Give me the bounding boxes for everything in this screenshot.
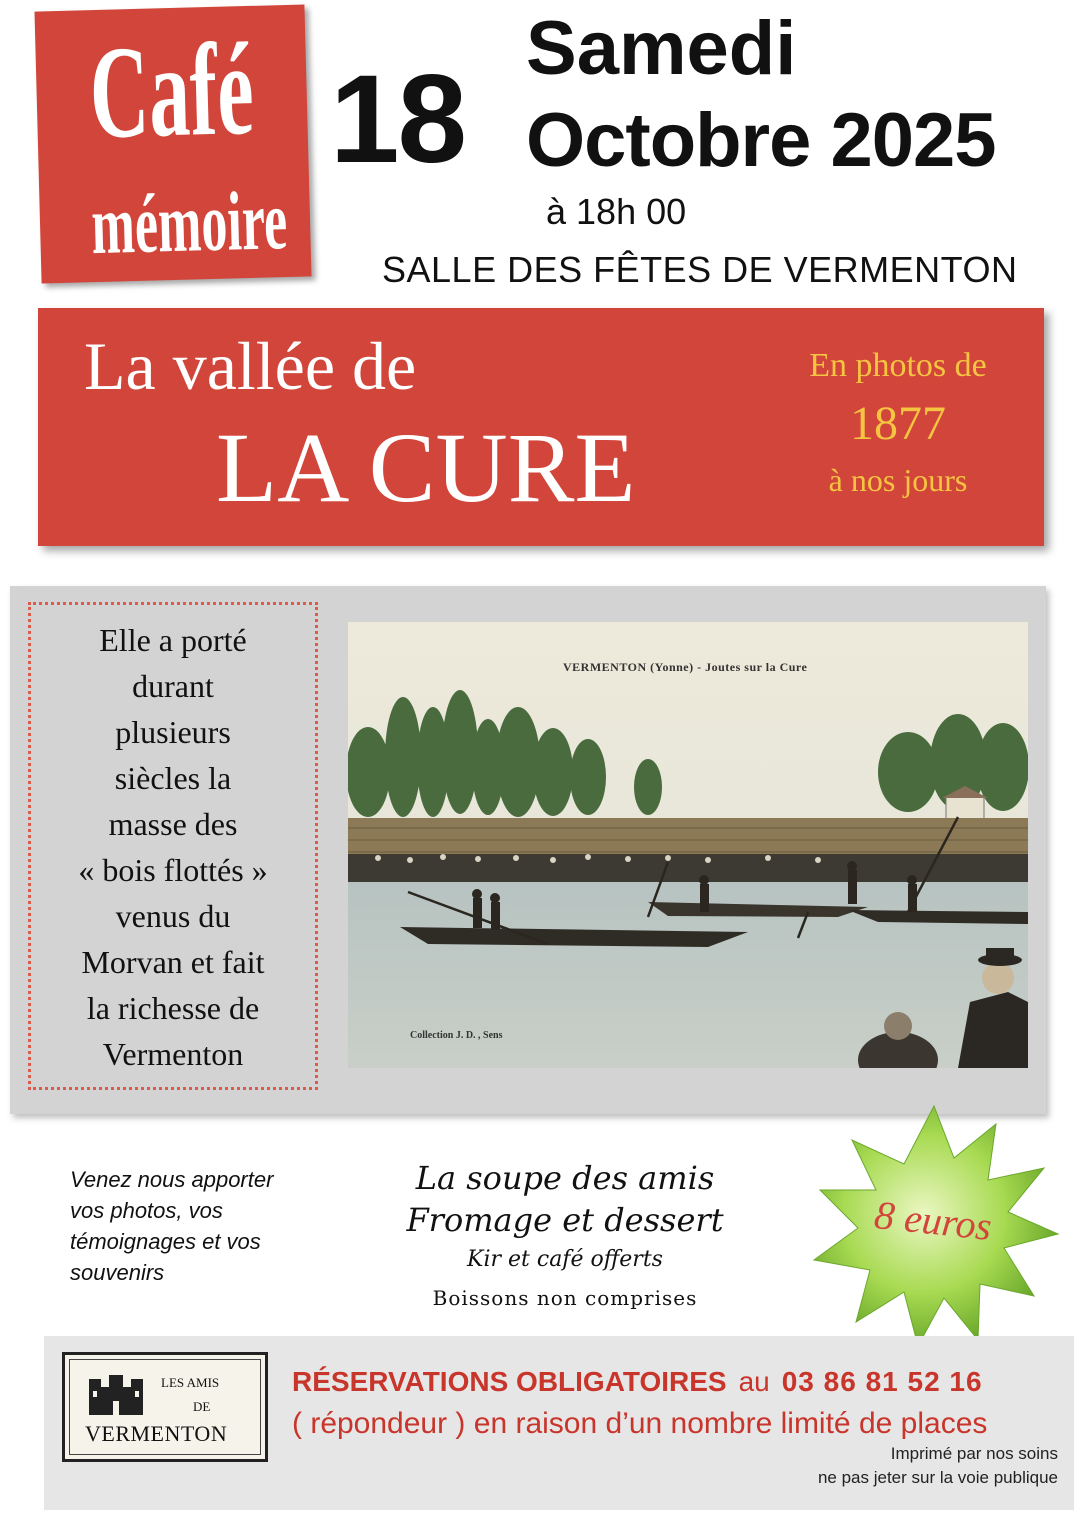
description-line: venus du [115,898,231,934]
logo-line-cafe: Café [87,14,256,167]
event-time: à 18h 00 [546,191,687,232]
photo-credit: Collection J. D. , Sens [410,1030,503,1041]
reservations-au: au [738,1366,770,1397]
price-label: 8 euros [872,1191,994,1250]
printed-line2: ne pas jeter sur la voie publique [817,1468,1058,1487]
description-line: siècles la [114,760,232,796]
event-month-year: Octobre 2025 [526,98,996,183]
menu-line-fromage: Fromage et dessert [406,1201,724,1239]
menu-line-kir: Kir et café offerts [467,1247,663,1272]
castle-icon [87,1373,145,1419]
phone-number: 03 86 81 52 16 [781,1366,983,1397]
menu-line-boissons: Boissons non comprises [432,1286,698,1310]
description-line: Morvan et fait [81,944,265,980]
description-line: la richesse de [86,990,260,1026]
stamp-line2: DE [193,1399,211,1414]
les-amis-de-vermenton-logo [62,1352,268,1462]
menu-line-soupe: La soupe des amis [415,1159,715,1197]
description-box [28,602,318,1090]
printed-notice [818,1442,1058,1490]
description-line: plusieurs [115,714,231,750]
event-weekday: Samedi [526,6,797,91]
title-banner [38,308,1044,546]
reservations-note: ( répondeur ) en raison d’un nombre limité de places [292,1407,988,1440]
description-line: durant [132,668,214,704]
event-venue: SALLE DES FÊTES DE VERMENTON [382,249,1018,290]
description-line: « bois flottés » [78,852,268,888]
banner-side-year: 1877 [850,397,946,450]
invite-text: Venez nous apporter vos photos, vos témoignages et vos souvenirs [70,1167,274,1285]
printed-line1: Imprimé par nos soins [890,1444,1058,1463]
river-jousting-illustration [348,622,1028,1068]
description-line: Elle a porté [99,622,247,658]
stamp-line3: VERMENTON [85,1421,228,1446]
cafe-memoire-logo [34,5,311,284]
description-line: masse des [108,806,238,842]
reservations-line [292,1364,983,1400]
stamp-line1: LES AMIS [161,1375,220,1390]
reservations-label: RÉSERVATIONS OBLIGATOIRES [292,1366,727,1397]
logo-line-memoire: mémoire [90,174,289,273]
event-day-number: 18 [330,50,466,189]
photo-caption: VERMENTON (Yonne) - Joutes sur la Cure [563,660,808,674]
banner-side-line3: à nos jours [828,462,968,498]
banner-title-line1: La vallée de [84,328,417,404]
vintage-postcard-photo [348,622,1028,1068]
banner-title-line2: LA CURE [216,412,636,523]
description-line: Vermenton [102,1036,244,1072]
banner-side-line1: En photos de [809,347,987,384]
